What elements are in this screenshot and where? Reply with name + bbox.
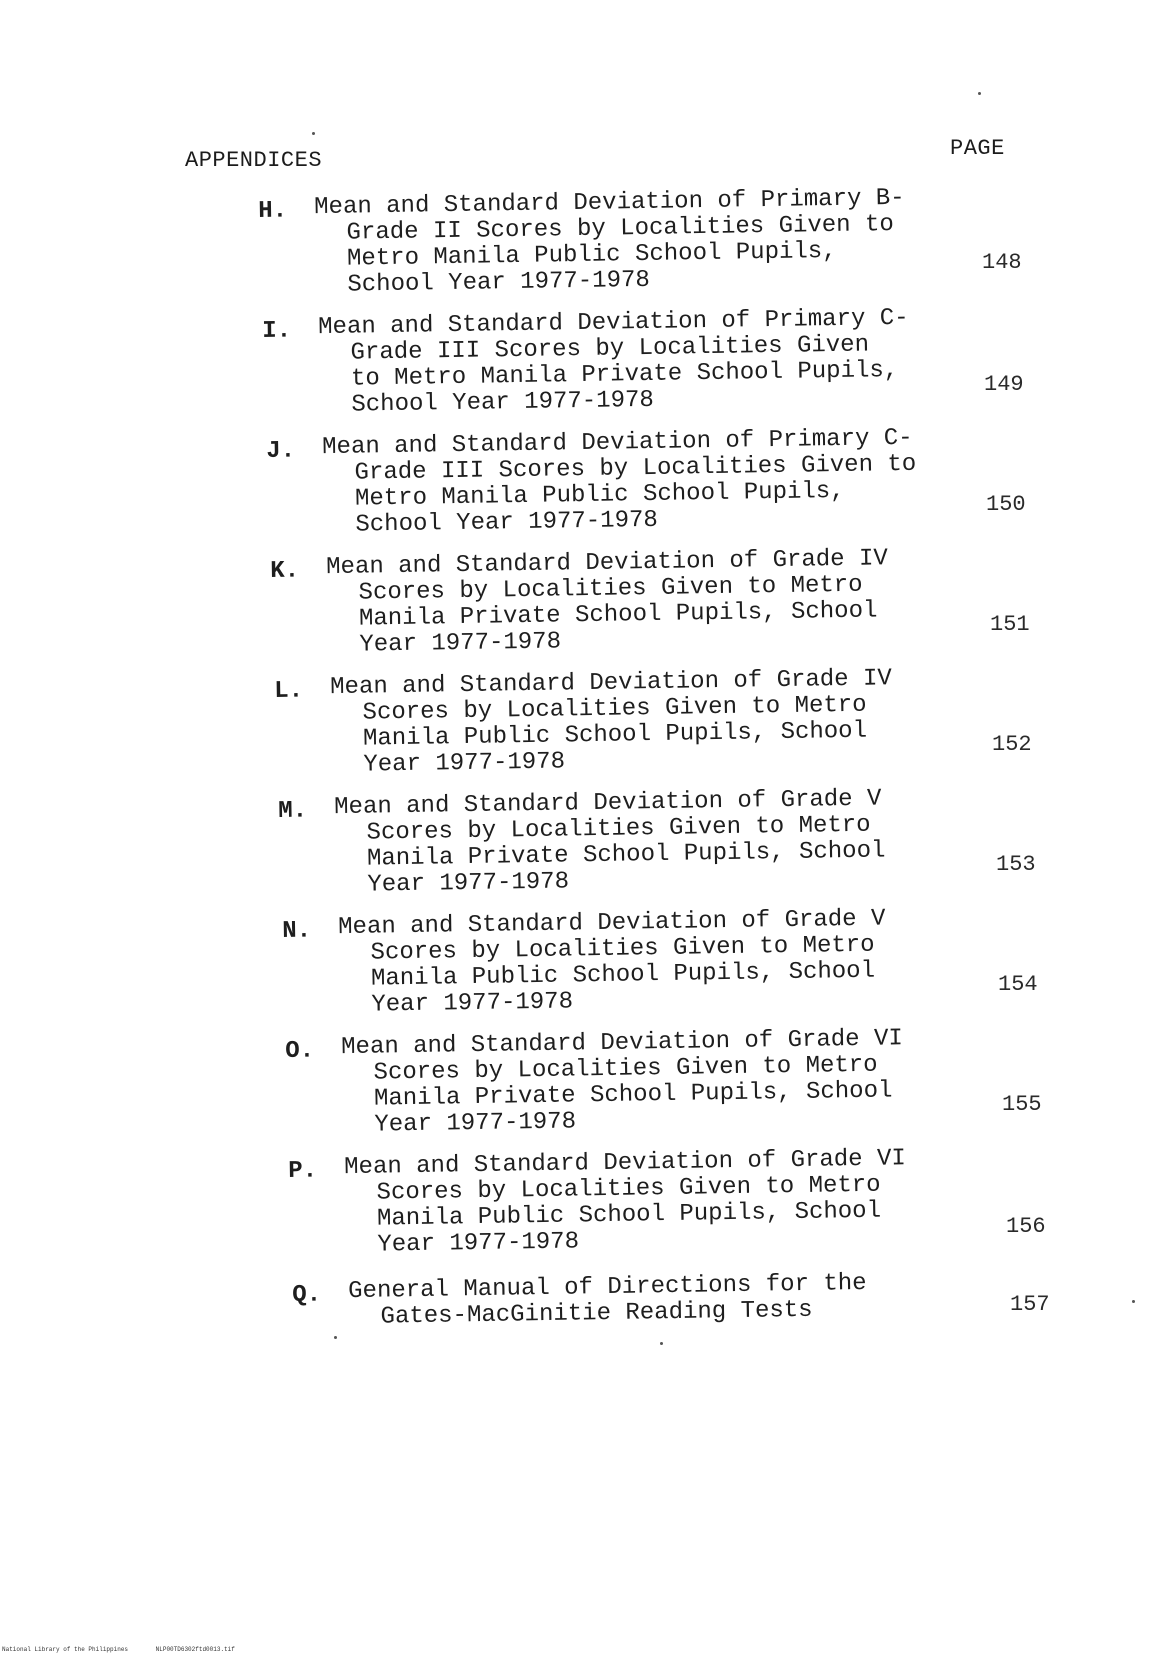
entry-line: Grade III Scores by Localities Given to [354,450,917,487]
entry-line: Manila Private School Pupils, School [373,1077,893,1113]
entry-line: Mean and Standard Deviation of Grade VI [340,1025,904,1062]
page-number: 154 [998,972,1038,997]
entry-line: Manila Public School Pupils, School [376,1197,882,1233]
entry-letter: L. [274,677,304,705]
scan-speck [312,132,315,135]
footer-filename: NLP00TD6302ftd0013.tif [155,1646,235,1653]
entry-line: Mean and Standard Deviation of Primary C- [321,424,913,462]
entry-line: Mean and Standard Deviation of Grade IV [325,545,889,582]
entry-line: Metro Manila Public School Pupils, [346,237,837,273]
entry-letter: O. [285,1037,315,1065]
entry-line: Metro Manila Public School Pupils, [354,477,845,513]
entry-letter: I. [262,317,292,345]
entry-title [341,1026,904,1139]
page-number: 149 [984,372,1024,397]
entry-line: Year 1977-1978 [374,1108,577,1139]
entry-title [330,666,893,779]
entry-line: Mean and Standard Deviation of Grade V [333,785,882,822]
entry-line: School Year 1977-1978 [347,266,651,299]
entry-line: to Metro Manila Private School Pupils, [350,357,899,393]
entry-line: Mean and Standard Deviation of Primary B- [313,184,905,222]
entry-line: Grade II Scores by Localities Given to [346,211,895,247]
scan-footer [2,1646,259,1653]
entry-line: Manila Public School Pupils, School [362,717,868,753]
page-number: 150 [986,492,1026,517]
entry-title [344,1146,907,1259]
page-number: 148 [982,250,1022,275]
entry-letter: P. [288,1157,318,1185]
entry-line: Mean and Standard Deviation of Grade IV [329,665,893,702]
entry-letter: Q. [292,1281,322,1309]
entry-line: Manila Public School Pupils, School [370,957,876,993]
entry-title [318,306,910,419]
entry-line: Scores by Localities Given to Metro [366,811,871,847]
scan-speck [978,92,981,95]
entry-letter: K. [270,557,300,585]
scan-speck [334,1336,337,1339]
entry-line: Scores by Localities Given to Metro [373,1051,878,1087]
entry-title [348,1271,867,1331]
entry-title [338,907,887,1020]
entry-line: Year 1977-1978 [359,628,562,659]
entry-line: Gates-MacGinitie Reading Tests [380,1296,813,1331]
entry-line: Scores by Localities Given to Metro [376,1171,881,1207]
page-column-heading: PAGE [950,136,1005,161]
entry-line: Scores by Localities Given to Metro [358,571,863,607]
page-number: 156 [1006,1214,1046,1239]
entry-line: Mean and Standard Deviation of Primary C- [317,304,909,342]
page-number: 151 [990,612,1030,637]
entry-line: Scores by Localities Given to Metro [362,691,867,727]
page-number: 152 [992,732,1032,757]
entry-letter: N. [282,917,312,945]
scan-speck [660,1342,663,1345]
entry-line: Year 1977-1978 [371,988,574,1019]
entry-letter: H. [258,197,288,225]
scan-speck [1132,1300,1135,1303]
entry-title [326,546,889,659]
page-number: 157 [1010,1292,1050,1317]
entry-title [314,186,906,299]
entry-line: Mean and Standard Deviation of Grade VI [343,1145,907,1182]
entry-line: Year 1977-1978 [377,1228,580,1259]
entry-line: Year 1977-1978 [363,748,566,779]
entry-line: Mean and Standard Deviation of Grade V [337,905,886,942]
appendices-heading: APPENDICES [185,148,323,173]
entry-line: Scores by Localities Given to Metro [370,931,875,967]
entry-line: Manila Private School Pupils, School [366,837,886,873]
entry-line: School Year 1977-1978 [351,386,655,419]
entry-line: General Manual of Directions for the [347,1269,867,1306]
entry-letter: J. [266,437,296,465]
entry-line: Year 1977-1978 [367,868,570,899]
entry-line: Manila Private School Pupils, School [358,597,878,633]
entry-line: School Year 1977-1978 [355,506,659,539]
footer-library: National Library of the Philippines [2,1646,129,1653]
entry-title [322,426,917,539]
page-number: 153 [996,852,1036,877]
entry-letter: M. [278,797,308,825]
page-number: 155 [1002,1092,1042,1117]
entry-title [334,786,886,899]
entry-line: Grade III Scores by Localities Given [350,331,870,367]
